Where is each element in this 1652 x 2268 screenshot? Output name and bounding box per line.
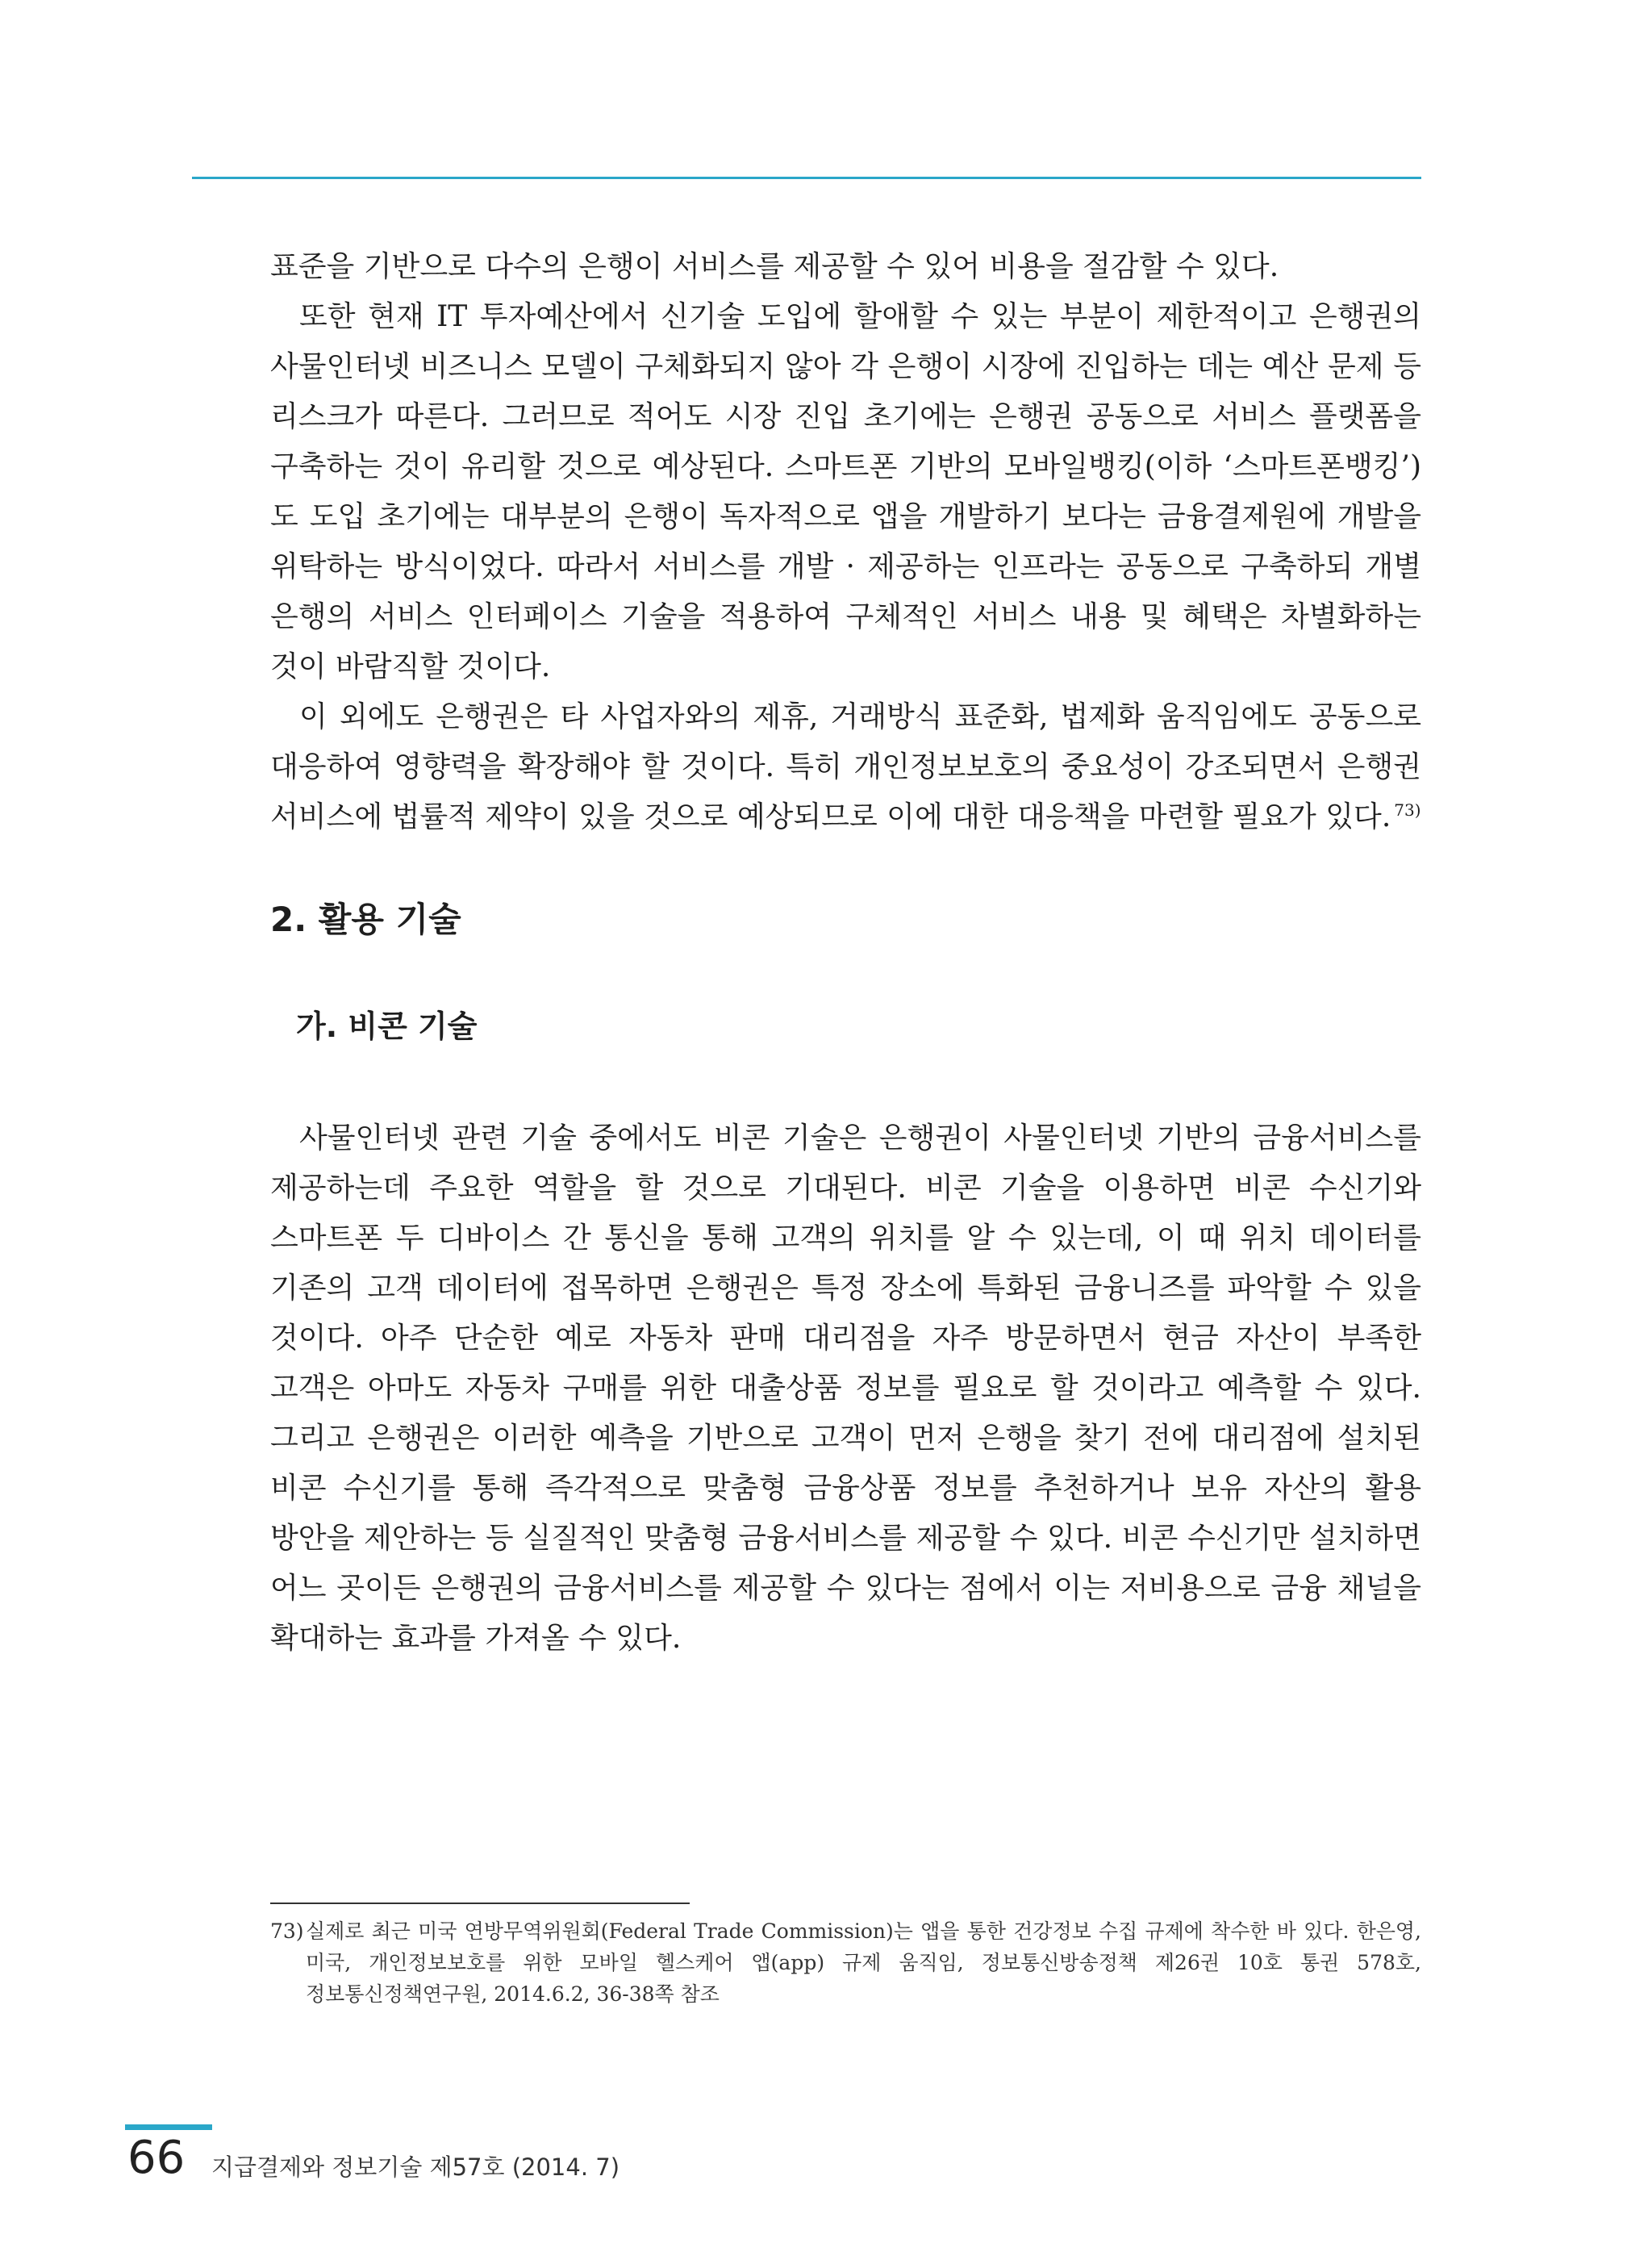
- footnote-number: 73): [270, 1919, 304, 1943]
- footnote-divider: [270, 1903, 690, 1904]
- page-number-accent: [125, 2124, 212, 2130]
- footnote-text: 실제로 최근 미국 연방무역위원회(Federal Trade Commission)는 앱을 통한 건강정보 수집 규제에 착수한 바 있다. 한은영, 미국, 개인정보보호를 위한 모바일 헬스케어 앱(app) 규제 움직임, 정보통신방송정책 제26권 10호 통권 578호, 정보통신정책연구원, 2014.6.2, 36-38쪽 참조: [306, 1919, 1421, 2006]
- footnote: [270, 1915, 1421, 2010]
- subsection-heading: 가. 비콘 기술: [296, 1009, 478, 1044]
- paragraph-beacon-technology: 사물인터넷 관련 기술 중에서도 비콘 기술은 은행권이 사물인터넷 기반의 금융서비스를 제공하는데 주요한 역할을 할 것으로 기대된다. 비콘 기술을 이용하면 비콘 수신기와 스마트폰 두 디바이스 간 통신을 통해 고객의 위치를 알 수 있는데, 이 때 위치 데이터를 기존의 고객 데이터에 접목하면 은행권은 특정 장소에 특화된 금융니즈를 파악할 수 있을 것이다. 아주 단순한 예로 자동차 판매 대리점을 자주 방문하면서 현금 자산이 부족한 고객은 아마도 자동차 구매를 위한 대출상품 정보를 필요로 할 것이라고 예측할 수 있다. 그리고 은행권은 이러한 예측을 기반으로 고객이 먼저 은행을 찾기 전에 대리점에 설치된 비콘 수신기를 통해 즉각적으로 맞춤형 금융상품 정보를 추천하거나 보유 자산의 활용 방안을 제안하는 등 실질적인 맞춤형 금융서비스를 제공할 수 있다. 비콘 수신기만 설치하면 어느 곳이든 은행권의 금융서비스를 제공할 수 있다는 점에서 이는 저비용으로 금융 채널을 확대하는 효과를 가져올 수 있다.: [270, 1121, 1421, 1655]
- paragraph-industry-cooperation: [270, 692, 1421, 842]
- footnote-reference[interactable]: 73): [1394, 800, 1421, 820]
- page-body: [270, 242, 1421, 1664]
- paragraph-industry-cooperation-text: 이 외에도 은행권은 타 사업자와의 제휴, 거래방식 표준화, 법제화 움직임에도 공동으로 대응하여 영향력을 확장해야 할 것이다. 특히 개인정보보호의 중요성이 강조되면서 은행권 서비스에 법률적 제약이 있을 것으로 예상되므로 이에 대한 대응책을 마련할 필요가 있다.: [270, 700, 1421, 833]
- paragraph-intro-continuation: 표준을 기반으로 다수의 은행이 서비스를 제공할 수 있어 비용을 절감할 수 있다.: [270, 250, 1279, 283]
- section-heading: 2. 활용 기술: [270, 900, 461, 939]
- page-number: 66: [127, 2132, 186, 2184]
- paragraph-it-budget: 또한 현재 IT 투자예산에서 신기술 도입에 할애할 수 있는 부분이 제한적이고 은행권의 사물인터넷 비즈니스 모델이 구체화되지 않아 각 은행이 시장에 진입하는 데는 예산 문제 등 리스크가 따른다. 그러므로 적어도 시장 진입 초기에는 은행권 공동으로 서비스 플랫폼을 구축하는 것이 유리할 것으로 예상된다. 스마트폰 기반의 모바일뱅킹(이하 ‘스마트폰뱅킹’)도 도입 초기에는 대부분의 은행이 독자적으로 앱을 개발하기 보다는 금융결제원에 개발을 위탁하는 방식이었다. 따라서 서비스를 개발 · 제공하는 인프라는 공동으로 구축하되 개별 은행의 서비스 인터페이스 기술을 적용하여 구체적인 서비스 내용 및 혜택은 차별화하는 것이 바람직할 것이다.: [270, 300, 1421, 683]
- running-footer: 지급결제와 정보기술 제57호 (2014. 7): [211, 2153, 620, 2181]
- header-rule: [192, 177, 1421, 179]
- section-body: [270, 1113, 1421, 1664]
